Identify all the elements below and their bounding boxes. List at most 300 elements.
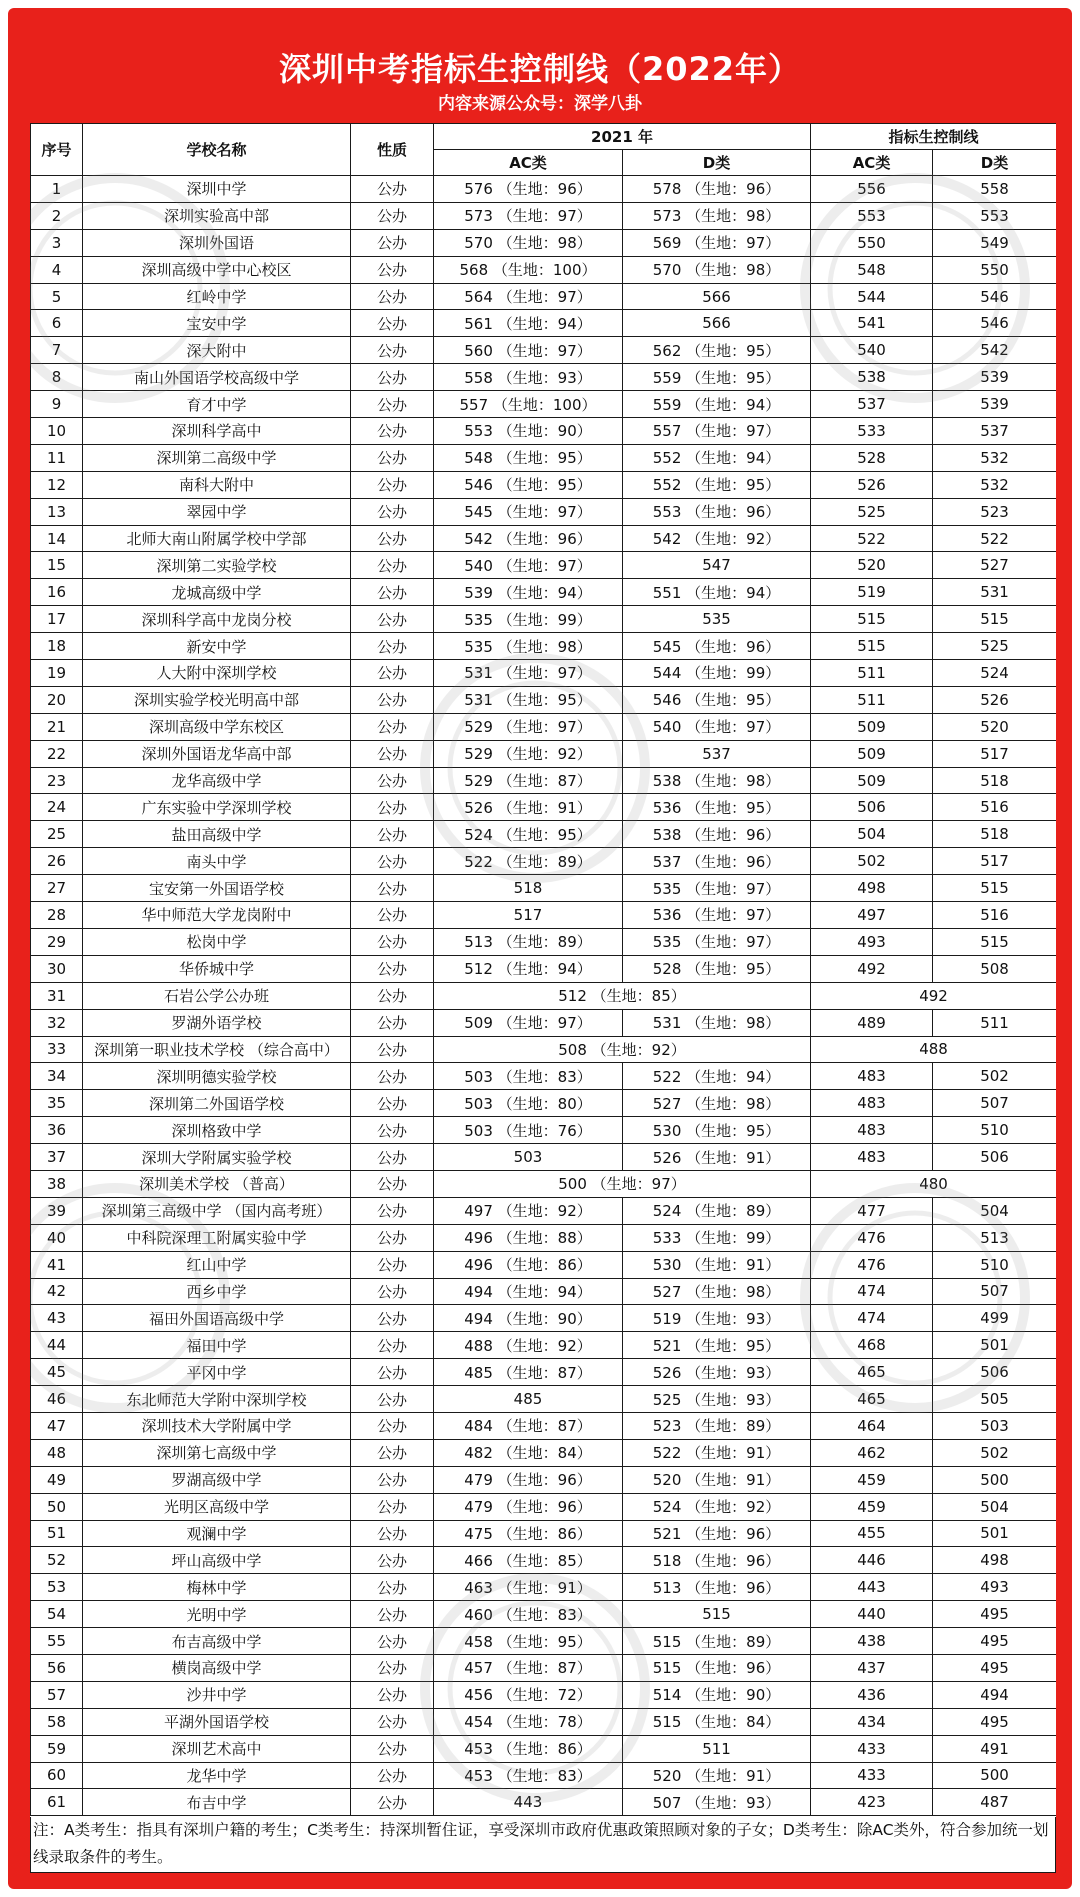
row-type: 公办	[351, 444, 434, 471]
row-quota-d: 532	[933, 444, 1056, 471]
table-row	[31, 525, 1057, 552]
row-index: 2	[31, 202, 83, 229]
row-school: 深大附中	[83, 337, 351, 364]
row-2021-d: 545 （生地：96）	[623, 633, 811, 660]
row-2021-d: 535 （生地：97）	[623, 875, 811, 902]
row-index: 46	[31, 1386, 83, 1413]
row-type: 公办	[351, 337, 434, 364]
row-2021-d: 513 （生地：96）	[623, 1574, 811, 1601]
row-type: 公办	[351, 1359, 434, 1386]
row-2021-ac: 508 （生地：92）	[434, 1036, 811, 1063]
table-row	[31, 1144, 1057, 1171]
row-quota-ac: 502	[811, 848, 933, 875]
row-school: 松岗中学	[83, 928, 351, 955]
row-2021-d: 524 （生地：89）	[623, 1197, 811, 1224]
row-school: 罗湖外语学校	[83, 1009, 351, 1036]
row-2021-d: 521 （生地：95）	[623, 1332, 811, 1359]
header-quota-ac: AC类	[811, 150, 933, 176]
row-2021-ac: 573 （生地：97）	[434, 202, 623, 229]
row-2021-d: 535	[623, 606, 811, 633]
row-2021-d: 547	[623, 552, 811, 579]
row-school: 深圳外国语	[83, 229, 351, 256]
row-2021-ac: 494 （生地：94）	[434, 1278, 623, 1305]
row-type: 公办	[351, 1197, 434, 1224]
row-2021-ac: 518	[434, 875, 623, 902]
row-type: 公办	[351, 1412, 434, 1439]
row-type: 公办	[351, 606, 434, 633]
row-index: 27	[31, 875, 83, 902]
row-2021-d: 518 （生地：96）	[623, 1547, 811, 1574]
row-2021-d: 530 （生地：95）	[623, 1117, 811, 1144]
row-quota-ac: 492	[811, 955, 933, 982]
row-2021-d: 520 （生地：91）	[623, 1466, 811, 1493]
row-school: 人大附中深圳学校	[83, 660, 351, 687]
row-index: 7	[31, 337, 83, 364]
row-index: 53	[31, 1574, 83, 1601]
row-2021-d: 573 （生地：98）	[623, 202, 811, 229]
row-2021-d: 507 （生地：93）	[623, 1789, 811, 1816]
table-row	[31, 337, 1057, 364]
row-2021-d: 537	[623, 740, 811, 767]
row-school: 石岩公学公办班	[83, 982, 351, 1009]
row-school: 福田中学	[83, 1332, 351, 1359]
row-index: 9	[31, 391, 83, 418]
row-quota-d: 500	[933, 1762, 1056, 1789]
row-school: 宝安中学	[83, 310, 351, 337]
row-quota-ac: 483	[811, 1090, 933, 1117]
row-2021-ac: 466 （生地：85）	[434, 1547, 623, 1574]
row-type: 公办	[351, 1654, 434, 1681]
row-quota-ac: 506	[811, 794, 933, 821]
row-school: 深圳第七高级中学	[83, 1439, 351, 1466]
row-quota-ac: 493	[811, 928, 933, 955]
row-quota-ac: 459	[811, 1466, 933, 1493]
table-row	[31, 176, 1057, 203]
row-school: 龙城高级中学	[83, 579, 351, 606]
row-type: 公办	[351, 875, 434, 902]
row-2021-d: 569 （生地：97）	[623, 229, 811, 256]
row-2021-d: 528 （生地：95）	[623, 955, 811, 982]
row-quota-ac: 497	[811, 902, 933, 929]
row-quota-d: 517	[933, 740, 1056, 767]
header-index: 序号	[31, 124, 83, 176]
row-2021-d: 542 （生地：92）	[623, 525, 811, 552]
row-index: 12	[31, 471, 83, 498]
row-2021-ac: 454 （生地：78）	[434, 1708, 623, 1735]
row-2021-ac: 475 （生地：86）	[434, 1520, 623, 1547]
row-quota-ac: 474	[811, 1278, 933, 1305]
row-school: 深圳第二高级中学	[83, 444, 351, 471]
row-school: 布吉中学	[83, 1789, 351, 1816]
row-quota-d: 516	[933, 794, 1056, 821]
table-row	[31, 821, 1057, 848]
table-row	[31, 1332, 1057, 1359]
row-index: 41	[31, 1251, 83, 1278]
table-row	[31, 955, 1057, 982]
row-index: 35	[31, 1090, 83, 1117]
row-type: 公办	[351, 633, 434, 660]
row-2021-ac: 570 （生地：98）	[434, 229, 623, 256]
row-quota-d: 501	[933, 1520, 1056, 1547]
row-quota-ac: 438	[811, 1628, 933, 1655]
row-type: 公办	[351, 713, 434, 740]
row-type: 公办	[351, 982, 434, 1009]
row-quota-ac: 519	[811, 579, 933, 606]
row-type: 公办	[351, 176, 434, 203]
row-type: 公办	[351, 821, 434, 848]
row-2021-ac: 517	[434, 902, 623, 929]
row-type: 公办	[351, 794, 434, 821]
row-quota-ac: 465	[811, 1386, 933, 1413]
row-2021-ac: 460 （生地：83）	[434, 1601, 623, 1628]
table-row	[31, 579, 1057, 606]
row-quota-ac: 538	[811, 364, 933, 391]
row-2021-ac: 496 （生地：86）	[434, 1251, 623, 1278]
row-2021-d: 559 （生地：94）	[623, 391, 811, 418]
row-2021-ac: 546 （生地：95）	[434, 471, 623, 498]
row-school: 深圳美术学校 （普高）	[83, 1170, 351, 1197]
row-2021-ac: 457 （生地：87）	[434, 1654, 623, 1681]
row-quota-d: 513	[933, 1224, 1056, 1251]
row-school: 横岗高级中学	[83, 1654, 351, 1681]
table-row	[31, 202, 1057, 229]
row-2021-d: 527 （生地：98）	[623, 1278, 811, 1305]
row-index: 16	[31, 579, 83, 606]
row-quota-d: 526	[933, 686, 1056, 713]
row-type: 公办	[351, 1628, 434, 1655]
row-school: 翠园中学	[83, 498, 351, 525]
row-2021-ac: 497 （生地：92）	[434, 1197, 623, 1224]
row-type: 公办	[351, 1574, 434, 1601]
row-index: 17	[31, 606, 83, 633]
row-quota-ac: 483	[811, 1117, 933, 1144]
table-row	[31, 767, 1057, 794]
row-quota-ac: 440	[811, 1601, 933, 1628]
row-quota-d: 549	[933, 229, 1056, 256]
row-index: 14	[31, 525, 83, 552]
row-2021-d: 525 （生地：93）	[623, 1386, 811, 1413]
row-2021-ac: 524 （生地：95）	[434, 821, 623, 848]
row-type: 公办	[351, 1063, 434, 1090]
row-school: 龙华高级中学	[83, 767, 351, 794]
row-index: 6	[31, 310, 83, 337]
row-quota-ac: 423	[811, 1789, 933, 1816]
row-quota-ac: 433	[811, 1762, 933, 1789]
row-school: 华中师范大学龙岗附中	[83, 902, 351, 929]
row-school: 红岭中学	[83, 283, 351, 310]
table-row	[31, 982, 1057, 1009]
row-quota-ac: 509	[811, 767, 933, 794]
row-index: 37	[31, 1144, 83, 1171]
table-row	[31, 1493, 1057, 1520]
row-type: 公办	[351, 256, 434, 283]
row-type: 公办	[351, 579, 434, 606]
row-type: 公办	[351, 229, 434, 256]
row-index: 42	[31, 1278, 83, 1305]
row-index: 29	[31, 928, 83, 955]
row-quota-ac: 525	[811, 498, 933, 525]
row-2021-ac: 456 （生地：72）	[434, 1681, 623, 1708]
row-2021-ac: 564 （生地：97）	[434, 283, 623, 310]
table-row	[31, 1628, 1057, 1655]
row-index: 28	[31, 902, 83, 929]
row-index: 58	[31, 1708, 83, 1735]
row-index: 20	[31, 686, 83, 713]
row-index: 38	[31, 1170, 83, 1197]
row-quota-ac: 483	[811, 1144, 933, 1171]
row-quota-d: 507	[933, 1278, 1056, 1305]
row-index: 45	[31, 1359, 83, 1386]
row-2021-d: 527 （生地：98）	[623, 1090, 811, 1117]
row-quota-ac: 476	[811, 1251, 933, 1278]
row-school: 南头中学	[83, 848, 351, 875]
row-type: 公办	[351, 1547, 434, 1574]
footnote: 注：A类考生：指具有深圳户籍的考生；C类考生：持深圳暂住证，享受深圳市政府优惠政策照顾对象的子女；D类考生：除AC类外，符合参加统一划线录取条件的考生。	[30, 1817, 1056, 1873]
row-2021-d: 570 （生地：98）	[623, 256, 811, 283]
row-2021-ac: 500 （生地：97）	[434, 1170, 811, 1197]
row-index: 33	[31, 1036, 83, 1063]
row-quota-ac: 537	[811, 391, 933, 418]
row-quota-ac: 480	[811, 1170, 1056, 1197]
row-2021-ac: 488 （生地：92）	[434, 1332, 623, 1359]
row-school: 沙井中学	[83, 1681, 351, 1708]
row-quota-d: 522	[933, 525, 1056, 552]
row-2021-d: 515 （生地：89）	[623, 1628, 811, 1655]
row-2021-ac: 509 （生地：97）	[434, 1009, 623, 1036]
row-school: 深圳大学附属实验学校	[83, 1144, 351, 1171]
table-row	[31, 1574, 1057, 1601]
score-table	[30, 123, 1056, 1816]
row-index: 11	[31, 444, 83, 471]
row-index: 57	[31, 1681, 83, 1708]
row-2021-d: 578 （生地：96）	[623, 176, 811, 203]
table-row	[31, 848, 1057, 875]
row-2021-d: 524 （生地：92）	[623, 1493, 811, 1520]
row-2021-d: 523 （生地：89）	[623, 1412, 811, 1439]
row-2021-d: 553 （生地：96）	[623, 498, 811, 525]
row-school: 北师大南山附属学校中学部	[83, 525, 351, 552]
row-quota-d: 546	[933, 283, 1056, 310]
row-quota-d: 527	[933, 552, 1056, 579]
row-quota-ac: 515	[811, 606, 933, 633]
row-quota-ac: 509	[811, 713, 933, 740]
row-2021-d: 559 （生地：95）	[623, 364, 811, 391]
row-school: 坪山高级中学	[83, 1547, 351, 1574]
table-row	[31, 1063, 1057, 1090]
row-type: 公办	[351, 1224, 434, 1251]
row-index: 43	[31, 1305, 83, 1332]
header-school: 学校名称	[83, 124, 351, 176]
row-2021-d: 540 （生地：97）	[623, 713, 811, 740]
row-quota-ac: 477	[811, 1197, 933, 1224]
table-row	[31, 1359, 1057, 1386]
row-school: 布吉高级中学	[83, 1628, 351, 1655]
row-2021-ac: 485 （生地：87）	[434, 1359, 623, 1386]
row-2021-ac: 545 （生地：97）	[434, 498, 623, 525]
row-quota-ac: 544	[811, 283, 933, 310]
row-quota-ac: 509	[811, 740, 933, 767]
table-row	[31, 471, 1057, 498]
row-type: 公办	[351, 1708, 434, 1735]
row-type: 公办	[351, 1789, 434, 1816]
row-school: 深圳第二实验学校	[83, 552, 351, 579]
row-index: 30	[31, 955, 83, 982]
row-quota-ac: 522	[811, 525, 933, 552]
row-school: 深圳高级中学中心校区	[83, 256, 351, 283]
row-type: 公办	[351, 202, 434, 229]
table-sheet	[30, 123, 1056, 1873]
row-2021-ac: 494 （生地：90）	[434, 1305, 623, 1332]
row-type: 公办	[351, 364, 434, 391]
row-quota-d: 504	[933, 1197, 1056, 1224]
row-quota-d: 504	[933, 1493, 1056, 1520]
row-index: 23	[31, 767, 83, 794]
row-quota-d: 499	[933, 1305, 1056, 1332]
row-2021-ac: 568 （生地：100）	[434, 256, 623, 283]
row-2021-ac: 453 （生地：83）	[434, 1762, 623, 1789]
table-row	[31, 1520, 1057, 1547]
row-type: 公办	[351, 1170, 434, 1197]
row-quota-ac: 520	[811, 552, 933, 579]
row-2021-d: 537 （生地：96）	[623, 848, 811, 875]
row-2021-d: 566	[623, 283, 811, 310]
row-2021-d: 552 （生地：95）	[623, 471, 811, 498]
row-school: 深圳高级中学东校区	[83, 713, 351, 740]
row-2021-ac: 558 （生地：93）	[434, 364, 623, 391]
row-index: 40	[31, 1224, 83, 1251]
row-2021-ac: 553 （生地：90）	[434, 418, 623, 445]
row-quota-d: 511	[933, 1009, 1056, 1036]
row-2021-ac: 542 （生地：96）	[434, 525, 623, 552]
row-2021-ac: 482 （生地：84）	[434, 1439, 623, 1466]
row-index: 25	[31, 821, 83, 848]
row-quota-d: 508	[933, 955, 1056, 982]
table-row	[31, 1601, 1057, 1628]
row-quota-ac: 459	[811, 1493, 933, 1520]
row-2021-ac: 503 （生地：80）	[434, 1090, 623, 1117]
row-school: 南山外国语学校高级中学	[83, 364, 351, 391]
row-2021-d: 515 （生地：84）	[623, 1708, 811, 1735]
row-index: 51	[31, 1520, 83, 1547]
table-row	[31, 794, 1057, 821]
row-2021-d: 514 （生地：90）	[623, 1681, 811, 1708]
table-body	[31, 176, 1057, 1816]
row-2021-d: 538 （生地：98）	[623, 767, 811, 794]
row-index: 34	[31, 1063, 83, 1090]
row-type: 公办	[351, 1144, 434, 1171]
row-quota-d: 523	[933, 498, 1056, 525]
row-quota-ac: 483	[811, 1063, 933, 1090]
row-quota-d: 525	[933, 633, 1056, 660]
row-index: 8	[31, 364, 83, 391]
row-index: 15	[31, 552, 83, 579]
table-row	[31, 1547, 1057, 1574]
row-quota-d: 515	[933, 606, 1056, 633]
row-type: 公办	[351, 1009, 434, 1036]
row-school: 深圳科学高中龙岗分校	[83, 606, 351, 633]
row-quota-d: 518	[933, 821, 1056, 848]
header	[8, 8, 1072, 126]
row-type: 公办	[351, 928, 434, 955]
row-2021-d: 519 （生地：93）	[623, 1305, 811, 1332]
row-2021-d: 557 （生地：97）	[623, 418, 811, 445]
row-index: 5	[31, 283, 83, 310]
table-row	[31, 606, 1057, 633]
row-school: 盐田高级中学	[83, 821, 351, 848]
row-index: 36	[31, 1117, 83, 1144]
row-school: 深圳实验学校光明高中部	[83, 686, 351, 713]
row-quota-ac: 528	[811, 444, 933, 471]
row-2021-d: 526 （生地：91）	[623, 1144, 811, 1171]
row-index: 26	[31, 848, 83, 875]
row-school: 广东实验中学深圳学校	[83, 794, 351, 821]
table-row	[31, 418, 1057, 445]
row-2021-ac: 484 （生地：87）	[434, 1412, 623, 1439]
row-quota-d: 491	[933, 1735, 1056, 1762]
row-quota-ac: 474	[811, 1305, 933, 1332]
row-2021-d: 536 （生地：97）	[623, 902, 811, 929]
row-quota-d: 518	[933, 767, 1056, 794]
row-school: 深圳第一职业技术学校 （综合高中）	[83, 1036, 351, 1063]
row-quota-ac: 476	[811, 1224, 933, 1251]
table-row	[31, 1762, 1057, 1789]
row-quota-ac: 550	[811, 229, 933, 256]
row-school: 深圳外国语龙华高中部	[83, 740, 351, 767]
table-row	[31, 633, 1057, 660]
row-type: 公办	[351, 1601, 434, 1628]
row-index: 24	[31, 794, 83, 821]
row-school: 深圳科学高中	[83, 418, 351, 445]
row-type: 公办	[351, 1305, 434, 1332]
row-index: 18	[31, 633, 83, 660]
row-2021-ac: 479 （生地：96）	[434, 1466, 623, 1493]
row-2021-ac: 560 （生地：97）	[434, 337, 623, 364]
row-2021-ac: 522 （生地：89）	[434, 848, 623, 875]
table-row	[31, 1170, 1057, 1197]
table-row	[31, 1224, 1057, 1251]
row-2021-ac: 458 （生地：95）	[434, 1628, 623, 1655]
row-2021-d: 535 （生地：97）	[623, 928, 811, 955]
row-type: 公办	[351, 525, 434, 552]
row-type: 公办	[351, 283, 434, 310]
row-quota-d: 510	[933, 1251, 1056, 1278]
row-school: 平冈中学	[83, 1359, 351, 1386]
row-quota-d: 539	[933, 364, 1056, 391]
header-2021-ac: AC类	[434, 150, 623, 176]
row-type: 公办	[351, 1090, 434, 1117]
red-frame	[8, 8, 1072, 1889]
row-quota-d: 532	[933, 471, 1056, 498]
row-quota-d: 502	[933, 1439, 1056, 1466]
table-row	[31, 1681, 1057, 1708]
row-type: 公办	[351, 1251, 434, 1278]
row-quota-d: 506	[933, 1144, 1056, 1171]
row-2021-d: 536 （生地：95）	[623, 794, 811, 821]
row-2021-ac: 548 （生地：95）	[434, 444, 623, 471]
row-quota-d: 494	[933, 1681, 1056, 1708]
row-quota-ac: 436	[811, 1681, 933, 1708]
row-quota-ac: 511	[811, 686, 933, 713]
row-index: 56	[31, 1654, 83, 1681]
row-2021-ac: 535 （生地：99）	[434, 606, 623, 633]
row-type: 公办	[351, 310, 434, 337]
row-quota-ac: 462	[811, 1439, 933, 1466]
row-type: 公办	[351, 552, 434, 579]
row-2021-ac: 561 （生地：94）	[434, 310, 623, 337]
row-type: 公办	[351, 1117, 434, 1144]
row-quota-d: 487	[933, 1789, 1056, 1816]
table-row	[31, 1009, 1057, 1036]
